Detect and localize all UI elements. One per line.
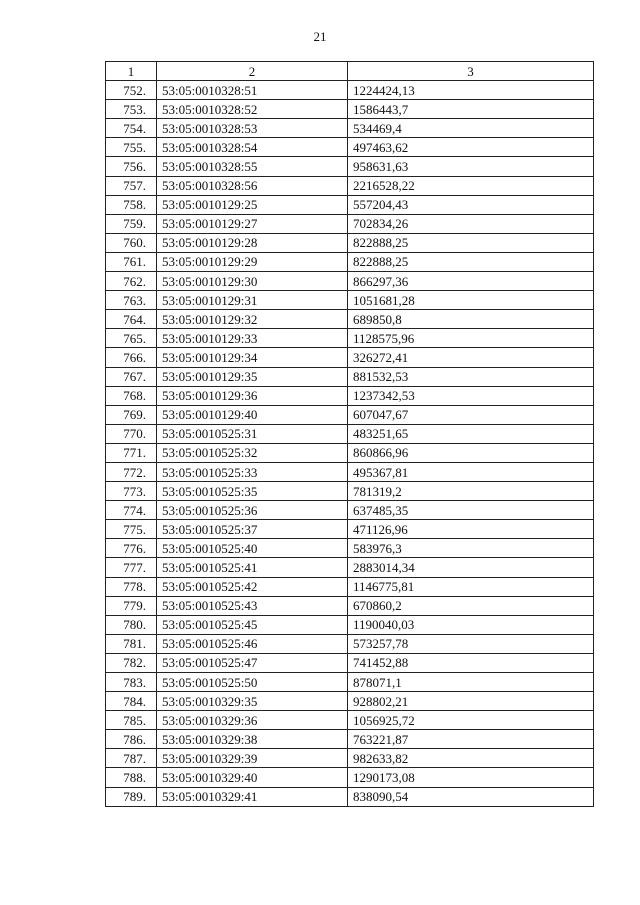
table-row (106, 176, 594, 195)
table-row (106, 692, 594, 711)
value-cell: 822888,25 (348, 252, 594, 271)
cadastral-number-cell: 53:05:0010329:40 (157, 768, 348, 787)
row-number-cell: 781. (106, 634, 157, 653)
cadastral-number-cell: 53:05:0010525:40 (157, 539, 348, 558)
value-cell: 573257,78 (348, 634, 594, 653)
value-cell: 495367,81 (348, 462, 594, 481)
table-row (106, 711, 594, 730)
table-row (106, 291, 594, 310)
page-number: 21 (313, 29, 327, 44)
cadastral-number-cell: 53:05:0010329:36 (157, 711, 348, 730)
row-number-cell: 759. (106, 214, 157, 233)
row-number-cell: 783. (106, 673, 157, 692)
row-number-cell: 786. (106, 730, 157, 749)
table-row (106, 233, 594, 252)
value-cell: 2216528,22 (348, 176, 594, 195)
table-row (106, 539, 594, 558)
cadastral-number-cell: 53:05:0010129:36 (157, 386, 348, 405)
value-cell: 497463,62 (348, 138, 594, 157)
table-row (106, 653, 594, 672)
cadastral-number-cell: 53:05:0010525:33 (157, 462, 348, 481)
row-number-cell: 778. (106, 577, 157, 596)
cadastral-number-cell: 53:05:0010129:32 (157, 310, 348, 329)
row-number-cell: 760. (106, 233, 157, 252)
row-number-cell: 757. (106, 176, 157, 195)
row-number-cell: 774. (106, 501, 157, 520)
value-cell: 822888,25 (348, 233, 594, 252)
table-row (106, 252, 594, 271)
cadastral-number-cell: 53:05:0010525:43 (157, 596, 348, 615)
value-cell: 1586443,7 (348, 100, 594, 119)
row-number-cell: 752. (106, 81, 157, 100)
value-cell: 1146775,81 (348, 577, 594, 596)
header-cell-2: 2 (157, 62, 348, 81)
cadastral-number-cell: 53:05:0010525:45 (157, 615, 348, 634)
cadastral-number-cell: 53:05:0010525:32 (157, 443, 348, 462)
table-row (106, 195, 594, 214)
cadastral-number-cell: 53:05:0010328:53 (157, 119, 348, 138)
value-cell: 982633,82 (348, 749, 594, 768)
row-number-cell: 756. (106, 157, 157, 176)
cadastral-number-cell: 53:05:0010525:46 (157, 634, 348, 653)
row-number-cell: 763. (106, 291, 157, 310)
cadastral-number-cell: 53:05:0010129:40 (157, 405, 348, 424)
row-number-cell: 773. (106, 482, 157, 501)
value-cell: 1224424,13 (348, 81, 594, 100)
row-number-cell: 758. (106, 195, 157, 214)
table-row (106, 673, 594, 692)
cadastral-number-cell: 53:05:0010525:35 (157, 482, 348, 501)
cadastral-number-cell: 53:05:0010328:54 (157, 138, 348, 157)
table-row (106, 348, 594, 367)
row-number-cell: 771. (106, 443, 157, 462)
value-cell: 637485,35 (348, 501, 594, 520)
value-cell: 878071,1 (348, 673, 594, 692)
value-cell: 1237342,53 (348, 386, 594, 405)
value-cell: 670860,2 (348, 596, 594, 615)
table-row (106, 462, 594, 481)
row-number-cell: 772. (106, 462, 157, 481)
table-row (106, 730, 594, 749)
value-cell: 607047,67 (348, 405, 594, 424)
table-row (106, 768, 594, 787)
table-row (106, 119, 594, 138)
value-cell: 928802,21 (348, 692, 594, 711)
cadastral-number-cell: 53:05:0010525:41 (157, 558, 348, 577)
header-cell-1: 1 (106, 62, 157, 81)
value-cell: 1056925,72 (348, 711, 594, 730)
value-cell: 1190040,03 (348, 615, 594, 634)
table-row (106, 596, 594, 615)
row-number-cell: 789. (106, 787, 157, 806)
value-cell: 860866,96 (348, 443, 594, 462)
row-number-cell: 777. (106, 558, 157, 577)
row-number-cell: 784. (106, 692, 157, 711)
row-number-cell: 764. (106, 310, 157, 329)
table-row (106, 443, 594, 462)
cadastral-number-cell: 53:05:0010329:41 (157, 787, 348, 806)
row-number-cell: 767. (106, 367, 157, 386)
cadastral-number-cell: 53:05:0010129:29 (157, 252, 348, 271)
row-number-cell: 776. (106, 539, 157, 558)
value-cell: 702834,26 (348, 214, 594, 233)
cadastral-number-cell: 53:05:0010329:39 (157, 749, 348, 768)
row-number-cell: 761. (106, 252, 157, 271)
row-number-cell: 753. (106, 100, 157, 119)
value-cell: 1051681,28 (348, 291, 594, 310)
value-cell: 583976,3 (348, 539, 594, 558)
cadastral-number-cell: 53:05:0010525:31 (157, 424, 348, 443)
cadastral-number-cell: 53:05:0010129:35 (157, 367, 348, 386)
cadastral-number-cell: 53:05:0010129:31 (157, 291, 348, 310)
value-cell: 326272,41 (348, 348, 594, 367)
row-number-cell: 770. (106, 424, 157, 443)
row-number-cell: 782. (106, 653, 157, 672)
row-number-cell: 788. (106, 768, 157, 787)
cadastral-number-cell: 53:05:0010129:34 (157, 348, 348, 367)
cadastral-number-cell: 53:05:0010328:56 (157, 176, 348, 195)
table-row (106, 615, 594, 634)
cadastral-number-cell: 53:05:0010129:27 (157, 214, 348, 233)
value-cell: 557204,43 (348, 195, 594, 214)
row-number-cell: 769. (106, 405, 157, 424)
data-table (105, 61, 594, 807)
table-row (106, 310, 594, 329)
cadastral-number-cell: 53:05:0010525:50 (157, 673, 348, 692)
table-row (106, 520, 594, 539)
row-number-cell: 775. (106, 520, 157, 539)
cadastral-number-cell: 53:05:0010328:55 (157, 157, 348, 176)
table-row (106, 501, 594, 520)
value-cell: 483251,65 (348, 424, 594, 443)
cadastral-number-cell: 53:05:0010129:25 (157, 195, 348, 214)
table-header-row (106, 62, 594, 81)
table-row (106, 749, 594, 768)
value-cell: 534469,4 (348, 119, 594, 138)
cadastral-number-cell: 53:05:0010329:35 (157, 692, 348, 711)
table-row (106, 424, 594, 443)
table-row (106, 138, 594, 157)
value-cell: 741452,88 (348, 653, 594, 672)
value-cell: 2883014,34 (348, 558, 594, 577)
table-row (106, 482, 594, 501)
table-row (106, 367, 594, 386)
cadastral-number-cell: 53:05:0010129:30 (157, 272, 348, 291)
value-cell: 1128575,96 (348, 329, 594, 348)
value-cell: 763221,87 (348, 730, 594, 749)
header-cell-3: 3 (348, 62, 594, 81)
row-number-cell: 754. (106, 119, 157, 138)
table-row (106, 558, 594, 577)
row-number-cell: 787. (106, 749, 157, 768)
value-cell: 471126,96 (348, 520, 594, 539)
row-number-cell: 768. (106, 386, 157, 405)
value-cell: 689850,8 (348, 310, 594, 329)
value-cell: 866297,36 (348, 272, 594, 291)
cadastral-number-cell: 53:05:0010525:36 (157, 501, 348, 520)
cadastral-number-cell: 53:05:0010329:38 (157, 730, 348, 749)
value-cell: 958631,63 (348, 157, 594, 176)
table-row (106, 386, 594, 405)
table-row (106, 81, 594, 100)
row-number-cell: 785. (106, 711, 157, 730)
cadastral-number-cell: 53:05:0010328:52 (157, 100, 348, 119)
cadastral-number-cell: 53:05:0010525:37 (157, 520, 348, 539)
value-cell: 781319,2 (348, 482, 594, 501)
row-number-cell: 779. (106, 596, 157, 615)
row-number-cell: 765. (106, 329, 157, 348)
row-number-cell: 762. (106, 272, 157, 291)
value-cell: 1290173,08 (348, 768, 594, 787)
table-row (106, 272, 594, 291)
table-row (106, 157, 594, 176)
table-row (106, 787, 594, 806)
cadastral-number-cell: 53:05:0010525:47 (157, 653, 348, 672)
row-number-cell: 766. (106, 348, 157, 367)
row-number-cell: 755. (106, 138, 157, 157)
cadastral-number-cell: 53:05:0010525:42 (157, 577, 348, 596)
table-row (106, 405, 594, 424)
table-row (106, 329, 594, 348)
value-cell: 881532,53 (348, 367, 594, 386)
value-cell: 838090,54 (348, 787, 594, 806)
cadastral-number-cell: 53:05:0010328:51 (157, 81, 348, 100)
table-row (106, 100, 594, 119)
table-row (106, 634, 594, 653)
table-body (106, 62, 594, 807)
cadastral-number-cell: 53:05:0010129:28 (157, 233, 348, 252)
row-number-cell: 780. (106, 615, 157, 634)
table-row (106, 214, 594, 233)
cadastral-number-cell: 53:05:0010129:33 (157, 329, 348, 348)
table-row (106, 577, 594, 596)
